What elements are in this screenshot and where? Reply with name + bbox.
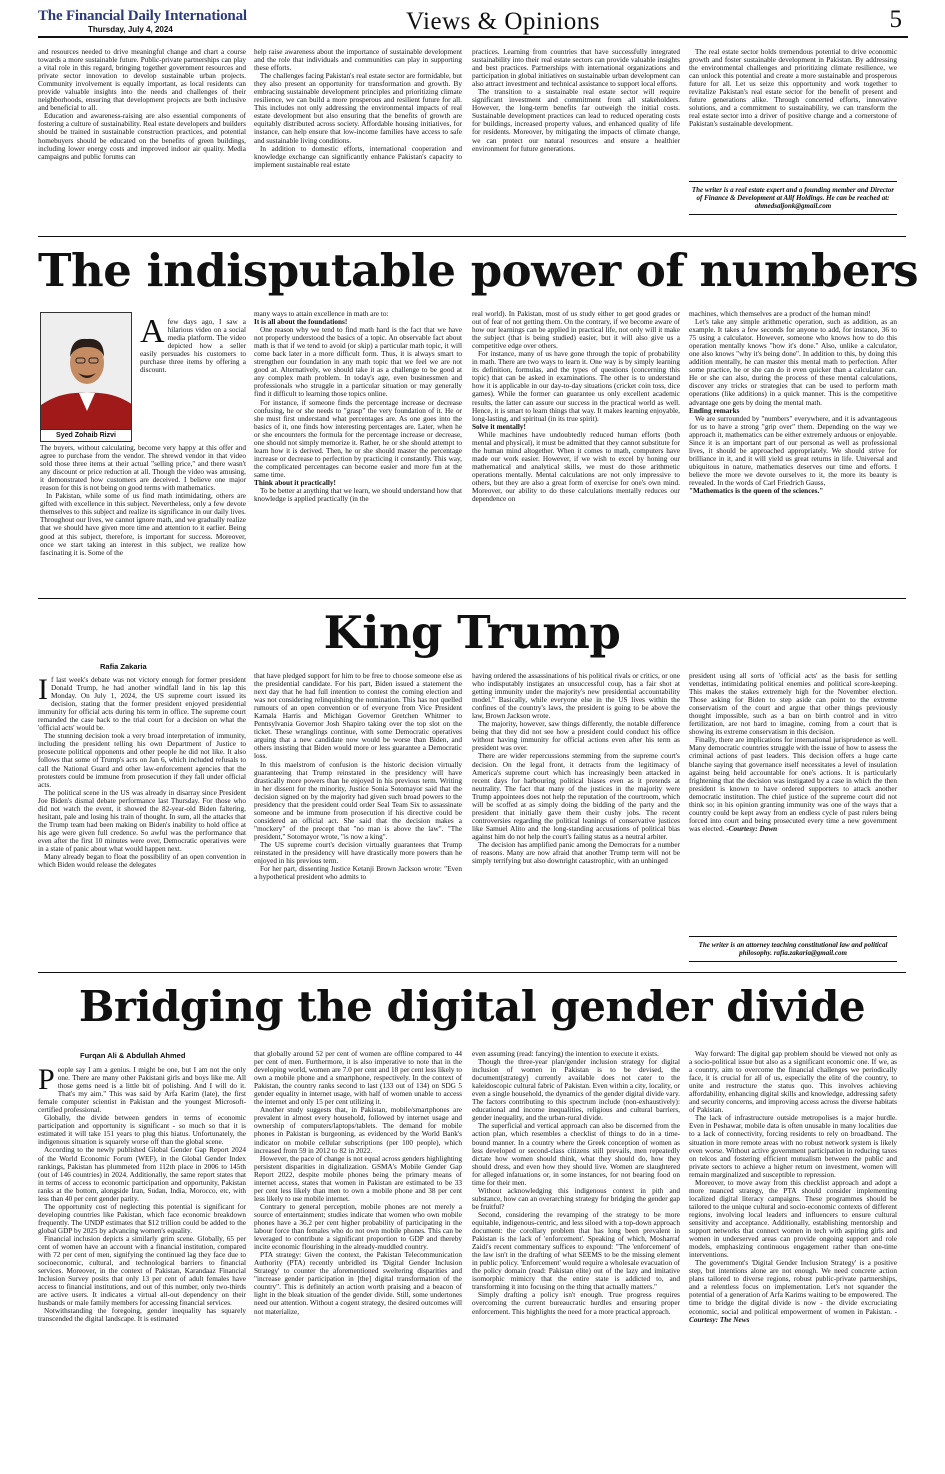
paragraph: The superficial and vertical approach can also be discerned from the action plan, which resembles a checklist of things to do in a time-bound manner. In a country where the Greek conception of women as less developed or second-class citizens still prevails, men repeatedly dictate how women should think, what they should do, how they should dress, and even how they should live. Women are slaughtered for alleged infatuations or, in some instances, for not bearing food on time for their men. [472,1122,680,1187]
paragraph: The transition to a sustainable real estate sector will require significant investment and commitment from all stakeholders. However, the long-term benefits far outweigh the initial costs. Sustainable development practices can lead to reduced operating costs for buildings, increased property values, and enhanced quality of life for residents. Moreover, by mitigating the impacts of climate change, we can protect our natural resources and ensure a healthier environment for future generations. [472,88,680,153]
paragraph: Though the three-year plan/gender inclusion strategy for digital inclusion of women in Pakistan is to be devised, the document(strategy) currently available does not cater to the kaleidoscopic cultural fabric of Pakistan. Even within a city, locality, or even a single household, the dynamics of the gender digital divide vary. The factors contributing to this spectrum include (non-exhaustively): educational and income inequalities, religious and cultural barriers, gender inequality, and the urban-rural divide. [472,1058,680,1123]
divider [38,236,906,237]
trump-col-2 [254,672,462,966]
paragraph: The lack of infrastructure outside metropolises is a major hurdle. Even in Peshawar, mobile data is often unusable in many localities due to a lack of connectivity, forcing residents to rely on broadband. The situation in more remote areas with no robust network system is likely even worse. Without active government participation in reducing taxes on telcos and fostering efficient mutualism between the public and private sectors to achieve a higher return on investment, women will remain marginalized and susceptible to repression. [689,1114,897,1179]
paragraph: machines, which themselves are a product of the human mind! [689,310,871,318]
paragraph: The US supreme court's decision virtually guarantees that Trump reinstated in the presidency will have drastically more powers than he enjoyed in his previous term. [254,840,462,866]
top-col-3 [472,48,680,231]
paragraph: There are wider repercussions stemming from the supreme court's decision. On the legal front, it detracts from the legitimacy of America's supreme court which has increasingly been attacked in recent days for harbouring political biases even as it pretends at neutrality. The fact that many of the justices in the majority were Trump appointees does not help the reputation of the courtroom, which will be scoffed at as simply doing the bidding of the party and the president that initially gave them their cushy jobs. The recent controversies regarding the political leanings of conservative justices like Samuel Alito and the long-standing accusations of political bias against him do not help the court's failing status as a neutral arbiter. [472,752,680,841]
paragraph: that globally around 52 per cent of women are offline compared to 44 per cent of men. Furthermore, it is also imperative to note that in the developing world, women are 7.0 per cent and 18 per cent less likely to own a mobile phone and a smartphone, respectively. In the context of Pakistan, the country ranks second to last (133 out of 134) on SDG 5 gender equality in internet usage, with half of women unable to access the internet and only 15 per cent utilizing it. [254,1050,462,1107]
paragraph [38,676,246,732]
paragraph: president using all sorts of 'official acts' as the basis for settling vendettas, intimidating political enemies and political score-keeping. This makes the stakes extremely high for the November election. Those asking for Biden to step aside can point to the extreme conservatism of the court and argue that other things previously thought impossible, such as a ban on birth control and in vitro fertilization, are not hard to imagine, coming from a court that is showing its extreme conservatism in this decision. [689,672,897,737]
author-note: The writer is an attorney teaching constitutional law and political philosophy. rafia.zakaria@gmail.com [689,936,897,962]
author-photo [40,312,132,430]
gender-col-3 [472,1050,680,1468]
paragraph: having ordered the assassinations of his political rivals or critics, or one who indisputably instigates an unsuccessful coup, has a fair shot at getting immunity under the majority's new presidential accountability model." Basically, while everyone else in the US lives within the confines of the country's laws, the president is going to be above the law, Brown Jackson wrote. [472,672,680,721]
paragraph: Another study suggests that, in Pakistan, mobile/smartphones are prevalent in almost every household, followed by internet usage and ownership of computers/laptops/tablets. The demand for mobile phones in Pakistan is burgeoning, as evidenced by the World Bank's indicator on mobile cellular subscriptions (per 100 people), which increased from 59 in 2012 to 82 in 2022. [254,1106,462,1155]
subheading: Ending remarks [689,406,740,415]
headline-trump: King Trump [323,606,621,659]
courtesy: -Courtesy: The News [689,1307,897,1324]
paragraph: practices. Learning from countries that have successfully integrated sustainability into their real estate sectors can provide valuable insights and best practices. Partnerships with international organizations and participation in global initiatives on sustainable urban development can also attract investment and technical assistance to support local efforts. [472,48,680,89]
paragraph-text: The government's 'Digital Gender Inclusion Strategy' is a positive step, but intentions alone are not enough. We need concrete action plans tailored to diverse regions, robust public-private partnerships, and a relentless focus on implementation. Let's not squander the potential of a generation of Arfa Karims waiting to be empowered. The time to bridge the digital divide is now - the divide excruciating economic, social and political empowerment of women in Pakistan. [689,1259,897,1316]
paragraph: Let's take any simple arithmetic operation, such as addition, as an example. It takes a few seconds for anyone to add, for instance, 36 to 75 using a calculator. However, someone who knows how to do this operation mentally knows "how it's done." Also, unlike a calculator, one also knows "why it's being done". In addition to this, by doing this addition mentally, he can master this mental math to perfection. After some practice, he or she can do it even quicker than a calculator can. He or she can also, during the process of these mental calculations, discover any tricks or strategies that can be used to perform math operations (like additions) in a quick manner. This is the competitive advantage one gets by doing the mental math. [689,318,897,407]
trump-col-1 [38,676,246,966]
paragraph: The real estate sector holds tremendous potential to drive economic growth and foster sustainable development in Pakistan. By addressing the environmental challenges and prioritizing climate resilience, we can unlock this potential and create a more sustainable and prosperous future for all. Let us seize this opportunity and work together to revitalize Pakistan's real estate sector for the benefit of present and future generations alike. Through concerted efforts, innovative solutions, and a commitment to sustainability, we can transform the real estate sector into a driver of positive change and a cornerstone of Pakistan's sustainable development. [689,48,897,129]
paragraph-text: Finally, there are implications for international jurisprudence as well. Many democratic countries struggle with the issue of how to assess the criminal actions of past leaders. This decision offers a huge carte blanche saying that governance itself necessitates a level of insulation against being held accountable for one's actions. It is particularly frightening that the decision was instigated by a case in which the then president is known to have ordered supporters to attack another democratic institution. The chief justice of the supreme court did not think so; in his opinion granting immunity was one of the ways that a country could be kept away from an endless cycle of past rulers being forced into court and being prosecuted every time a new government was elected. [689,736,897,833]
paragraph: The stunning decision took a very broad interpretation of immunity, including the president telling his own Department of Justice to prosecute political opponents and other people he did not like. It also follows that some of Trump's acts on Jan 6, which included refusals to call the National Guard and other law-enforcement agencies that the protesters could be immune from prosecution if they fall under official acts. [38,732,246,789]
numbers-col-1 [40,444,246,592]
paragraph [140,318,246,374]
gender-col-1 [38,1066,246,1468]
paragraph: Many already began to float the possibility of an open convention in which Biden would release the delegates [38,853,246,870]
author-photo-icon [41,313,132,430]
paragraph: Second, considering the revamping of the strategy to be more equitable, indigenous-centric, and less siloed with a top-down approach document: the corollary problem that has long been prevalent in Pakistan is the lack of 'enforcement'. Speaking of which, Mosharraf Zaidi's recent commentary suffices to expound: "The 'enforcement' of the law isn't in the drafting of what SEEMS to be the missing element in public policy. 'Enforcement' would require a wholesale evacuation of the policy domain (read: Pakistan elite) out of the lazy and imitative isomorphic mimicry that the entire state is addicted to, and transforming it into focusing on the thing that actually matters." [472,1210,680,1292]
drop-cap: P [38,1066,55,1096]
top-col-2 [254,48,462,231]
paper-date: Thursday, July 4, 2024 [88,25,173,34]
paragraph: For instance, many of us have gone through the topic of probability in math. There are two ways to learn it. One way is by simply learning its definition, formulas, and the types of questions (concerning this topic) that can be asked in examinations. The other is to understand how it is applicable in our day-to-day situations (cricket coin toss, dice games). While the former can guarantee us only excellent academic results, the latter can assure our success in the practical world as well. Hence, it is smart to learn things that way. It makes learning enjoyable, long-lasting, and spiritual (in its true spirit). [472,350,680,423]
gender-col-2 [254,1050,462,1468]
trump-col-4 [689,672,897,930]
paragraph: Contrary to general perception, mobile phones are not merely a source of entertainment; studies indicate that women who own mobile phones have a 36.2 per cent higher probability of participating in the labour force than females who do not own mobile phones. This can be leveraged to contribute a significant proportion to GDP and thereby incite economic flourishing in the already-muddled country. [254,1202,462,1252]
divider [38,972,906,973]
paragraph: The opportunity cost of neglecting this potential is significant for developing countries like Pakistan, which face economic breakdown frequently. The UNDP estimates that $12 trillion could be added to the global GDP by 2025 by advancing women's equality. [38,1202,246,1235]
headline-gender: Bridging the digital gender divide [78,982,866,1031]
paragraph: In Pakistan, while some of us find math intimidating, others are gifted with excellence in this subject. Nevertheless, only a few devote themselves to this subject and realize its significance in our daily lives. Throughout our lives, we cannot ignore math, and we gradually realize that we should have given more time and attention to it earlier. Being good at this subject, therefore, is important for success. Moreover, once we start taking an interest in this subject, we realize how fascinating it is. Some of the [40,492,246,557]
paragraph [38,1066,246,1114]
paragraph: According to the newly published Global Gender Gap Report 2024 of the World Economic Forum (WEF), in the Global Gender Index rankings, Pakistan has plummeted from 112th place in 2006 to 145th (out of 146 countries) in 2024. Additionally, the same report states that in terms of access to economic participation and opportunity, Pakistan ranks at the bottom, alongside Iran, Sudan, India, Morocco, etc, with less than 40 per cent gender parity. [38,1146,246,1203]
byline: Rafia Zakaria [100,662,147,671]
drop-cap: I [38,676,48,706]
paragraph: Globally, the divide between genders in terms of economic participation and opportunity is significant - so much so that it is estimated it will take 151 years to plug this hiatus. Unfortunately, the indigenous situation is squarely worse off than the global scene. [38,1114,246,1147]
paragraph: While machines have undoubtedly reduced human efforts (both mental and physical), it must be admitted that they cannot substitute for the human mind altogether. When it comes to math, computers have made our work easier. However, if we wish to excel by honing our mathematical and analytical skills, we must do those arithmetic operations mentally. Mental calculations are not only impressive to others, but they are also a great form of exercise for one's own mind. Moreover, our ability to do these calculations mentally reduces our dependence on [472,430,680,504]
gender-col-4 [689,1050,897,1468]
subheading: Think about it practically! [254,478,336,487]
top-col-4 [689,48,897,176]
subheading: Solve it mentally! [472,422,526,431]
paragraph [689,1259,897,1323]
headline-numbers: The indisputable power of numbers [38,244,919,297]
paragraph: We are surrounded by "numbers" everywhere, and it is advantageous for us to have a strong "grip over" them. Depending on the way we approach it, mathematics can be either extremely arduous or enjoyable. Since it is an important part of our personal as well as professional lives, it should be approached appropriately. We should strive for brilliance in it, and it will yield us great returns in life. Universal and ubiquitous in nature, mathematics deserves our time and efforts. I believe the more we devote ourselves to it, the more its beauty is revealed. In the words of Carl Friedrich Gauss, [689,414,897,487]
numbers-col-3 [472,310,680,592]
numbers-col-4 [689,310,897,592]
paragraph-text: few days ago, I saw a hilarious video on a social media platform. The video depicted how a seller easily persuades his customers to purchase three items by offering a discount. [140,318,246,375]
paragraph: even assuming (read: fancying) the intention to execute it exists. [472,1050,659,1058]
paragraph: One reason why we tend to find math hard is the fact that we have not properly understood the basics of a topic. An observable fact about math is that if we tend to avoid (or skip) a particular math topic, it will come back later in a more difficult form. Thus, it is always smart to strengthen our foundation in any math topic that we feel we are not good at. Alternatively, we should take it as a challenge to be good at any complex math problem. In today's age, even businessmen and professionals who struggle in a particular situation or may generally find it difficult to learning those topics online. [254,326,462,399]
numbers-col-2 [254,310,462,592]
paragraph: Education and awareness-raising are also essential components of fostering a culture of sustainability. Real estate developers and builders should be trained in sustainable construction practices, and potential homebuyers should be educated on the benefits of green buildings, including lower energy costs and improved indoor air quality. Media campaigns and public forums can [38,112,246,161]
section-title: Views & Opinions [406,8,600,35]
page-number: 5 [889,6,902,33]
paragraph: However, the pace of change is not equal across genders highlighting persistent disparities in digitalization. GSMA's Mobile Gender Gap Report 2022, despite mobile phones being the primary means of internet access, states that women in Pakistan are estimated to be 33 per cent less likely than men to own a mobile phone and 38 per cent less likely to use mobile internet. [254,1154,462,1203]
courtesy: -Courtesy: Dawn [726,824,778,833]
paragraph-text: eople say I am a genius. I might be one, but I am not the only one. There are many other Pakistani girls and boys like me. All those gems need is a little bit of polishing. And I will do it. That's my aim." This was said by Arfa Karim (late), the first female computer scientist in Pakistan and the youngest Microsoft-certified professional. [38,1066,246,1115]
paragraph: help raise awareness about the importance of sustainable development and the role that individuals and communities can play in supporting these efforts. [254,48,462,73]
paragraph: For instance, if someone finds the percentage increase or decrease confusing, he or she needs to "grasp" the very foundation of it. He or she must first understand what percentages are. As one goes into the basics of it, one finds how interesting percentages are. Later, when he or she encounters the formula for the percentage increase or decrease, one should not simply memorize it. Rather, he or she should attempt to learn how it is derived. Then, he or she should master the percentage increase or decrease to perfection by practicing it constantly. This way, the complicated percentages can become easier and more fun at the same time. [254,398,462,479]
paragraph: real world). In Pakistan, most of us study either to get good grades or out of fear of not getting them. On the contrary, if we become aware of how our learnings can be applied in practical life, not only will it make the subject (that is being studied) easier, but it will also give us a competitive edge over others. [472,310,680,351]
paragraph: The political scene in the US was already in disarray since President Joe Biden's dismal debate performance last Thursday. For those who did not watch the event, it showed the 82-year-old Biden faltering, hesitant, pale and losing his train of thought. In sum, all the attacks that the Trump team had been making on Biden's inability to hold office at his age were given full credence. So awful was the performance that even after the first 10 minutes were over, Democratic operatives were in a state of panic about what would happen next. [38,788,246,853]
paragraph: Notwithstanding the foregoing, gender inequality has squarely transcended the digital landscape. It is estimated [38,1307,246,1324]
top-col-1 [38,48,246,231]
masthead [38,6,908,38]
numbers-col-1-top [140,318,246,442]
paragraph: The challenges facing Pakistan's real estate sector are formidable, but they also present an opportunity for transformation and growth. By embracing sustainable development principles and prioritizing climate resilience, we can build a more prosperous and resilient future for all. This includes not only addressing the environmental impacts of real estate development but also ensuring that the benefits of growth are equitably distributed across society. Affordable housing initiatives, for instance, can help ensure that low-income families have access to safe and sustainable living conditions. [254,72,462,145]
paragraph: PTA strategy: Given the context, the Pakistan Telecommunication Authority (PTA) recently unbridled its 'Digital Gender Inclusion Strategy' to counter the aforementioned sweltering disparities and "increase gender participation in [the] digital transformation of the country". This is definitely an action worth praising and a beacon of light in the bleak situation of the gender divide. Still, some undertones need our attention. Without a cogent strategy, the desired outcomes will not materialize, [254,1251,462,1316]
paragraph-text: f last week's debate was not victory enough for former president Donald Trump, he had another windfall land in his lap this Monday. On July 1, 2024, the US supreme court issued its decision, stating that the former president enjoyed presidential immunity for official acts during his term in office. The supreme court remanded the case back to the trial court for a decision on what the 'official acts' would be. [38,676,246,733]
closing-quote: "Mathematics is the queen of the sciences." [689,487,824,496]
paragraph [689,736,897,833]
subheading: It is all about the foundations! [254,318,348,327]
byline: Furqan Ali & Abdullah Ahmed [80,1051,186,1060]
paragraph: The buyers, without calculating, become very happy at this offer and agree to purchase from the vendor. The shrewd vendor in that video sold those three items at their actual "selling price," and there wasn't any discount or price reduction at all. Though the video was amusing, it demonstrated how customers are deceived. I believe one major reason for this is not being on good terms with mathematics. [40,444,246,493]
paragraph: Way forward: The digital gap problem should be viewed not only as a socio-political issue but also as a significant economic one. If we, as a country, aim to overcome the financial challenges we periodically face, it is crucial for all of us, especially the elite of the country, to unite and restructure the status quo. This involves achieving affordability, enhancing digital skills and knowledge, addressing safety and security concerns, and improving access across the diverse habitats of Pakistan. [689,1050,897,1115]
paragraph: In this maelstrom of confusion is the historic decision virtually guaranteeing that Trump reinstated in the presidency will have drastically more powers than he enjoyed in his previous term. Writing in her dissent for the minority, Justice Sonia Sotomayor said that the decision signed on by the majority had given such broad powers to the presidency that the president could order Seal Team Six to assassinate someone and be immune from prosecution if his directive could be considered an official act. She said that the decision makes a "mockery" of the precept that "no man is above the law". "The president," Sotomayor wrote, "is now a king". [254,760,462,841]
drop-cap: A [140,318,165,350]
paragraph: For her part, dissenting Justice Ketanji Brown Jackson wrote: "Even a hypothetical president who admits to [254,865,462,882]
paragraph: To be better at anything that we learn, we should understand how that knowledge is applied practically (in the [254,487,462,504]
divider [38,598,906,599]
paragraph: Financial inclusion depicts a similarly grim scene. Globally, 65 per cent of women have an account with a financial institution, compared with 72 per cent of men, signifying the continued lag they face due to socioeconomic, cultural, and technological barriers to financial services. Moreover, in the context of Pakistan, Karandaaz Financial Inclusion Survey posits that only 13 per cent of adult females have access to financial institutions, and out of this number, only two-thirds are active users. It indicates a virtual all-out dependency on their husbands or male family members for accessing financial services. [38,1234,246,1308]
paragraph: many ways to attain excellence in math are to: [254,310,389,318]
paragraph: In addition to domestic efforts, international cooperation and knowledge exchange can significantly enhance Pakistan's capacity to implement sustainable real estate [254,144,462,169]
trump-col-3 [472,672,680,966]
paragraph: Moreover, to move away from this checklist approach and adopt a more nuanced strategy, the PTA should consider implementing localized digital literacy campaigns. These programmes should be tailored to the unique cultural and socio-economic contexts of different regions, involving local leaders and influencers to ensure cultural sensitivity and acceptance. Additionally, establishing mentorship and support networks that connect women in tech with aspiring girls and women in underserved areas can provide ongoing support and role models, emphasizing continuous engagement rather than one-time interventions. [689,1178,897,1260]
paragraph: and resources needed to drive meaningful change and chart a course towards a more sustainable future. Public-private partnerships can play a vital role in this regard, bringing together government resources and private sector innovation to develop sustainable urban projects. Community involvement is equally important, as local residents can provide valuable insights into the needs and challenges of their neighborhoods, ensuring that development projects are both inclusive and beneficial to all. [38,48,246,113]
paragraph: Simply drafting a policy isn't enough. True progress requires overcoming the current bureaucratic hurdles and ensuring proper enforcement. This highlights the need for a more practical approach. [472,1291,680,1316]
photo-caption: Syed Zohaib Rizvi [40,430,132,442]
paragraph: that have pledged support for him to be free to choose someone else as the presidential candidate. For his part, Biden issued a statement the next day that he had full intention to contest the coming election and was not considering relinquishing the nomination. This has not quelled rumours of an open convention or of everyone from Vice President Kamala Harris and Michigan Governor Gretchen Whitmer to Pennsylvania Governor Josh Shapiro taking over the top slot on the ticket. These wranglings continue, with some Democratic operatives arguing that a new candidate now would be worse than Biden, and others insisting that Biden would more or less guarantee a Democratic loss. [254,672,462,761]
author-note: The writer is a real estate expert and a founding member and Director of Finance & Development at Alif Holdings. He can be reached at: ahmedsaljonk@gmail.com [689,181,897,215]
paragraph: Without acknowledging this indigenous context in pith and substance, how can an overarching strategy for bridging the gender gap be fruitful? [472,1186,680,1211]
paper-name: The Financial Daily International [38,8,247,24]
paragraph: The majority, however, saw things differently, the notable difference being that they did not see how a president could conduct his office without having immunity for official actions even after his term as president was over. [472,720,680,753]
paragraph: The decision has amplified panic among the Democrats for a number of reasons. Many are now afraid that another Trump term will not be simply terrifying but also downright catastrophic, with an unhinged [472,840,680,866]
